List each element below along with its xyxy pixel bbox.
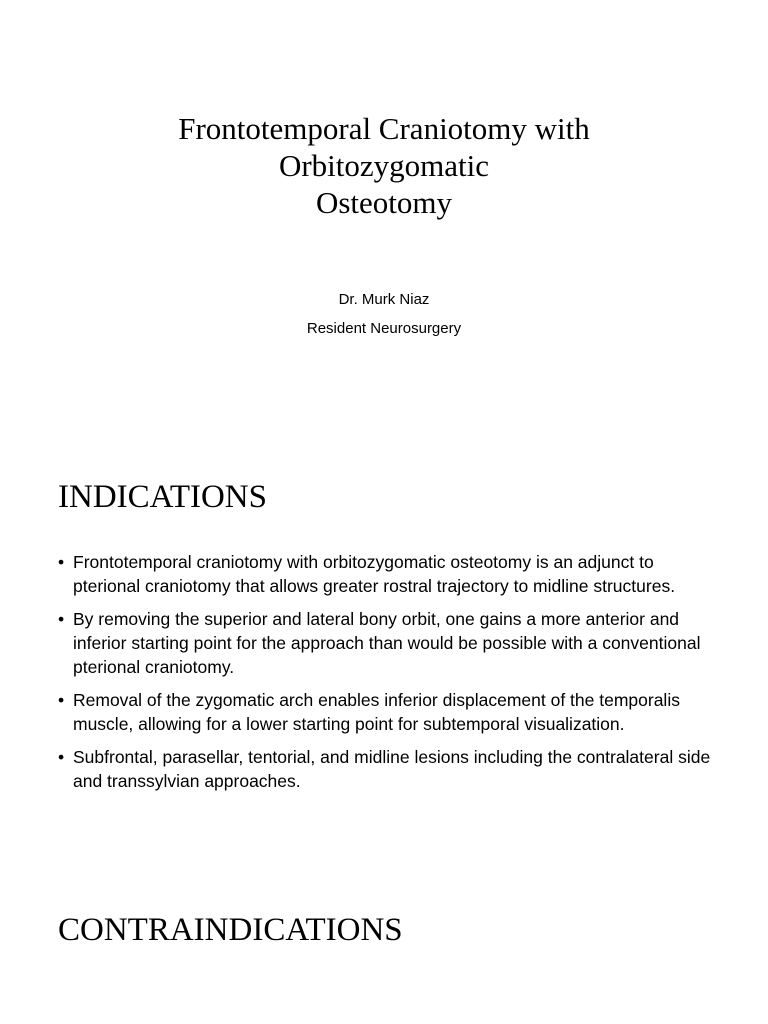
presentation-title xyxy=(0,110,768,221)
author-role: Resident Neurosurgery xyxy=(306,320,462,337)
bullet-icon: • xyxy=(58,552,65,572)
list-item xyxy=(58,688,718,736)
list-item xyxy=(58,745,718,793)
bullet-text: Frontotemporal craniotomy with orbitozygomatic osteotomy is an adjunct to pterional craniotomy that allows greater rostral trajectory to midline structures. xyxy=(73,552,676,596)
bullet-icon: • xyxy=(58,690,65,710)
author-name: Dr. Murk Niaz xyxy=(338,291,430,308)
bullet-text: By removing the superior and lateral bony orbit, one gains a more anterior and inferior starting point for the approach than would be possible with a conventional pterional craniotomy. xyxy=(73,609,701,677)
title-line-3: Osteotomy xyxy=(315,185,453,220)
indications-slide xyxy=(0,455,768,885)
bullet-text: Subfrontal, parasellar, tentorial, and midline lesions including the contralateral side and transsylvian approaches. xyxy=(73,747,711,791)
bullet-text: Removal of the zygomatic arch enables inferior displacement of the temporalis muscle, allowing for a lower starting point for subtemporal visualization. xyxy=(73,690,680,734)
list-item xyxy=(58,607,718,679)
indications-heading: INDICATIONS xyxy=(58,479,267,515)
contraindications-slide xyxy=(0,895,768,1024)
bullet-icon: • xyxy=(58,609,65,629)
contraindications-heading: CONTRAINDICATIONS xyxy=(58,912,403,948)
title-line-2: Orbitozygomatic xyxy=(278,148,490,183)
title-line-1: Frontotemporal Craniotomy with xyxy=(178,111,590,146)
title-slide xyxy=(0,0,768,432)
list-item xyxy=(58,550,718,598)
author-block xyxy=(0,285,768,343)
bullet-icon: • xyxy=(58,747,65,767)
indications-list xyxy=(58,550,718,802)
